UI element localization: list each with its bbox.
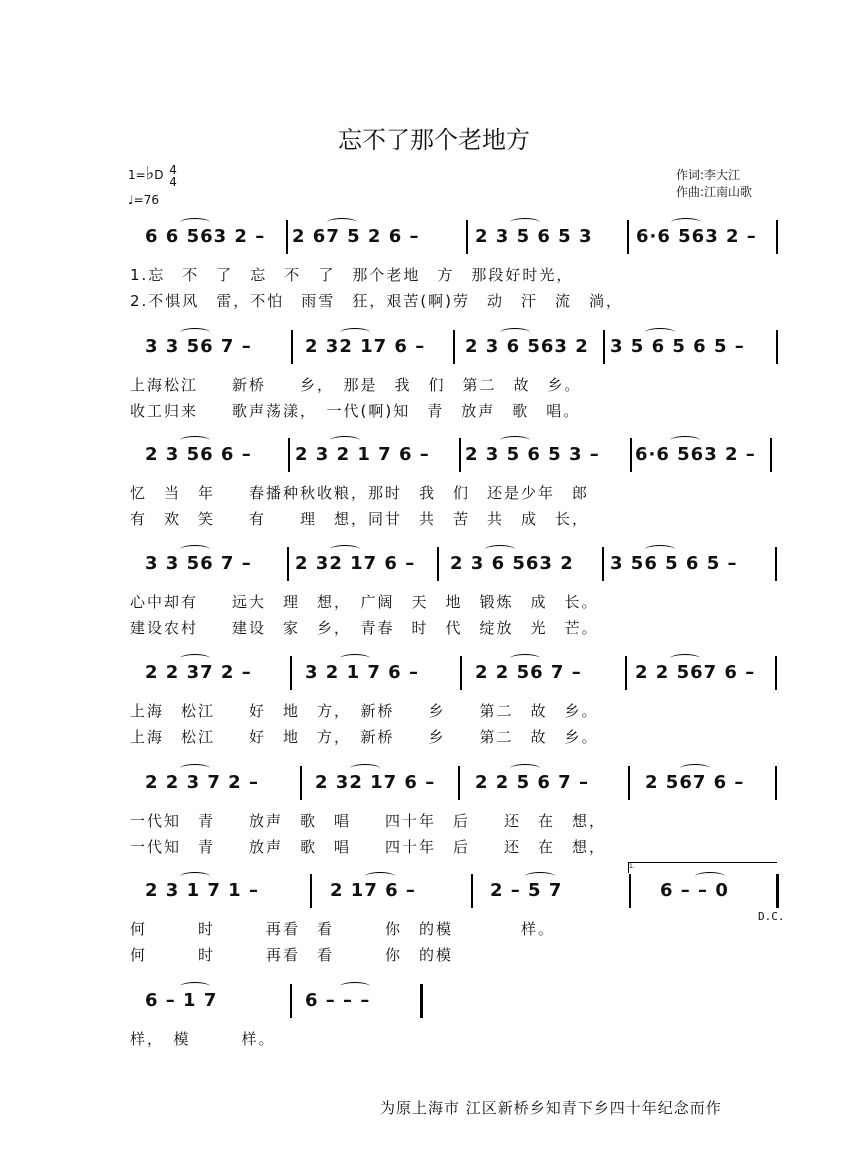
barline <box>770 438 772 472</box>
barline <box>776 330 778 364</box>
slur-mark <box>180 654 210 663</box>
barline <box>459 438 461 472</box>
time-top: 4 <box>169 162 177 177</box>
barline <box>628 766 630 800</box>
lyrics-verse-1: 样， 模 样。 <box>130 1030 276 1048</box>
barline <box>627 220 629 254</box>
lyrics-verse-2: 2.不惧风 雷，不怕 雨雪 狂，艰苦(啊)劳 动 汗 流 淌， <box>130 292 624 310</box>
barline <box>420 984 423 1018</box>
measure-notes: 3 5 6 5 6 5 – <box>610 336 745 357</box>
barline <box>630 438 632 472</box>
barline <box>437 547 439 581</box>
measure-notes: 6 – – 0 <box>660 880 729 901</box>
lyrics-verse-2: 有 欢 笑 有 理 想，同甘 共 苦 共 成 长， <box>130 510 590 528</box>
slur-mark <box>340 654 370 663</box>
measure-notes: 2 2 3 7 2 – <box>145 772 259 793</box>
measure-notes: 2 2 56 7 – <box>475 662 582 683</box>
measure-notes: 6 – 1 7 <box>145 990 218 1011</box>
key-prefix: 1= <box>128 168 146 182</box>
slur-mark <box>180 545 210 554</box>
measure-notes: 2 2 5 6 7 – <box>475 772 589 793</box>
barline <box>625 656 627 690</box>
barline <box>471 874 473 908</box>
lyrics-verse-2: 收工归来 歌声荡漾， 一代(啊)知 青 放声 歌 唱。 <box>130 402 581 420</box>
lyrics-verse-2: 上海 松江 好 地 方， 新桥 乡 第二 故 乡。 <box>130 728 599 746</box>
measure-notes: 2 3 5 6 5 3 – <box>465 444 600 465</box>
slur-mark <box>340 328 370 337</box>
barline <box>291 330 293 364</box>
measure-notes: 2 2 37 2 – <box>145 662 252 683</box>
barline <box>776 220 778 254</box>
lyrics-verse-1: 上海 松江 好 地 方， 新桥 乡 第二 故 乡。 <box>130 702 599 720</box>
measure-notes: 3 2 1 7 6 – <box>305 662 419 683</box>
lyrics-verse-2: 一代知 青 放声 歌 唱 四十年 后 还 在 想， <box>130 838 607 856</box>
slur-mark <box>180 872 210 881</box>
lyrics-verse-2: 建设农村 建设 家 乡， 青春 时 代 绽放 光 芒。 <box>130 619 599 637</box>
barline <box>466 220 468 254</box>
measure-notes: 3 56 5 6 5 – <box>610 553 738 574</box>
barline <box>603 330 605 364</box>
barline <box>287 547 289 581</box>
slur-mark <box>525 872 555 881</box>
song-title: 忘不了那个老地方 <box>338 126 530 154</box>
slur-mark <box>180 982 210 991</box>
barline <box>310 874 312 908</box>
measure-notes: 6 – – – <box>305 990 371 1011</box>
slur-mark <box>500 436 530 445</box>
lyrics-verse-1: 上海松江 新桥 乡， 那是 我 们 第二 故 乡。 <box>130 376 582 394</box>
measure-notes: 2 32 17 6 – <box>315 772 436 793</box>
barline <box>458 766 460 800</box>
flat-icon: ♭ <box>145 163 155 184</box>
measure-notes: 3 3 56 7 – <box>145 553 252 574</box>
time-bottom: 4 <box>169 174 177 189</box>
slur-mark <box>350 764 380 773</box>
lyrics-verse-2: 何 时 再看 看 你 的模 <box>130 946 454 964</box>
slur-mark <box>670 654 700 663</box>
slur-mark <box>510 764 540 773</box>
barline <box>602 547 604 581</box>
lyrics-verse-1: 何 时 再看 看 你 的模 样。 <box>130 920 556 938</box>
measure-notes: 6 6 563 2 – <box>145 226 266 247</box>
tempo-marking: ♩=76 <box>128 193 159 207</box>
barline <box>288 438 290 472</box>
measure-notes: 2 3 5 6 5 3 <box>475 226 593 247</box>
slur-mark <box>671 218 701 227</box>
measure-notes: 2 3 6 563 2 <box>465 336 589 357</box>
barline <box>300 766 302 800</box>
slur-mark <box>510 654 540 663</box>
slur-mark <box>510 218 540 227</box>
barline <box>460 656 462 690</box>
barline <box>629 874 631 908</box>
barline <box>290 984 292 1018</box>
composer: 作曲:江南山歌 <box>676 185 753 199</box>
slur-mark <box>485 545 515 554</box>
slur-mark <box>645 545 675 554</box>
slur-mark <box>327 218 357 227</box>
measure-notes: 2 32 17 6 – <box>305 336 426 357</box>
measure-notes: 2 3 6 563 2 <box>450 553 574 574</box>
barline <box>775 547 777 581</box>
lyrics-verse-1: 1.忘 不 了 忘 不 了 那个老地 方 那段好时光， <box>130 266 574 284</box>
lyricist: 作词:李大江 <box>676 168 741 182</box>
dedication-footer: 为原上海市 江区新桥乡知青下乡四十年纪念而作 <box>380 1099 722 1117</box>
lyrics-verse-1: 心中却有 远大 理 想， 广阔 天 地 锻炼 成 长。 <box>130 593 599 611</box>
volta-bracket: 1. <box>628 862 777 873</box>
barline <box>775 766 777 800</box>
slur-mark <box>340 982 370 991</box>
measure-notes: 2 32 17 6 – <box>295 553 416 574</box>
slur-mark <box>365 872 395 881</box>
measure-notes: 2 3 56 6 – <box>145 444 252 465</box>
key-signature <box>128 163 177 188</box>
measure-notes: 2 – 5 7 <box>490 880 563 901</box>
slur-mark <box>330 436 360 445</box>
barline <box>290 656 292 690</box>
barline <box>776 874 779 908</box>
slur-mark <box>695 872 725 881</box>
barline <box>453 330 455 364</box>
lyrics-verse-1: 一代知 青 放声 歌 唱 四十年 后 还 在 想， <box>130 812 607 830</box>
barline <box>775 656 777 690</box>
slur-mark <box>180 436 210 445</box>
measure-notes: 3 3 56 7 – <box>145 336 252 357</box>
measure-notes: 2 3 1 7 1 – <box>145 880 259 901</box>
dc-marking: D.C. <box>758 910 785 923</box>
measure-notes: 6·6 563 2 – <box>635 444 756 465</box>
measure-notes: 2 3 2 1 7 6 – <box>295 444 430 465</box>
key-note: D <box>154 168 164 182</box>
slur-mark <box>500 328 530 337</box>
slur-mark <box>180 328 210 337</box>
slur-mark <box>180 218 210 227</box>
measure-notes: 2 2 567 6 – <box>635 662 756 683</box>
measure-notes: 2 567 6 – <box>645 772 745 793</box>
lyrics-verse-1: 忆 当 年 春播种秋收粮，那时 我 们 还是少年 郎 <box>130 484 590 502</box>
slur-mark <box>330 545 360 554</box>
slur-mark <box>670 436 700 445</box>
slur-mark <box>680 764 710 773</box>
measure-notes: 2 17 6 – <box>330 880 416 901</box>
slur-mark <box>180 764 210 773</box>
slur-mark <box>645 328 675 337</box>
measure-notes: 2 67 5 2 6 – <box>292 226 420 247</box>
measure-notes: 6·6 563 2 – <box>636 226 757 247</box>
barline <box>286 220 288 254</box>
